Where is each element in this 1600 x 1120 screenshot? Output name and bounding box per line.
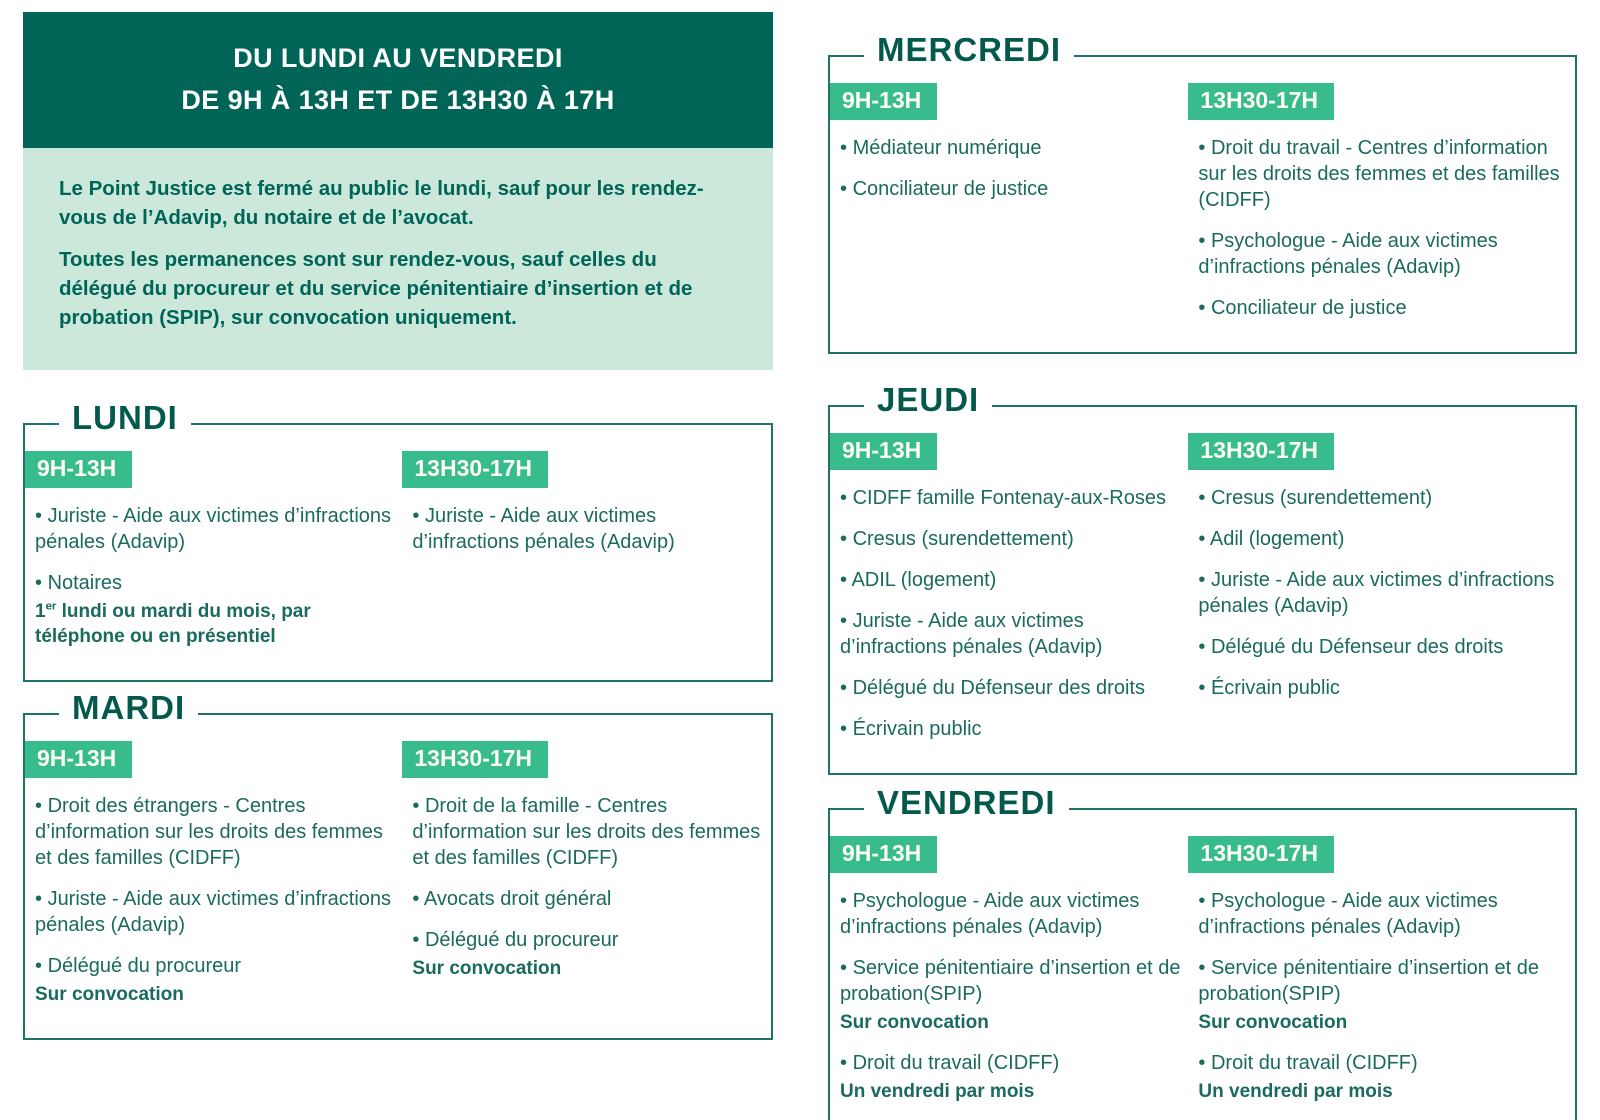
service-item-note: Sur convocation — [412, 958, 562, 979]
service-item: • Droit des étrangers - Centres d’information sur les droits des femmes et des familles (CIDFF) — [35, 793, 398, 871]
intro-panel — [23, 12, 773, 370]
day-columns — [25, 451, 765, 664]
intro-header — [23, 12, 773, 148]
service-item: • Droit du travail (CIDFF) — [1198, 1050, 1565, 1076]
opening-hours-title-line1: DU LUNDI AU VENDREDI — [233, 43, 563, 74]
service-item: • Psychologue - Aide aux victimes d’infractions pénales (Adavip) — [1198, 888, 1565, 940]
opening-hours-title-line2: DE 9H À 13H ET DE 13H30 À 17H — [181, 85, 615, 115]
service-item-note: Sur convocation — [35, 984, 184, 1005]
service-item: • Juriste - Aide aux victimes d’infractions pénales (Adavip) — [840, 608, 1184, 660]
time-badge: 13H30-17H — [1188, 433, 1334, 470]
service-item: • Juriste - Aide aux victimes d’infractions pénales (Adavip) — [1198, 567, 1565, 619]
day-title: JEUDI — [864, 381, 992, 419]
service-item-note: 1er lundi ou mardi du mois, par téléphone ou en présentiel — [35, 600, 311, 648]
day-time-column — [830, 433, 1188, 757]
day-time-column — [830, 836, 1188, 1119]
day-title: LUNDI — [59, 399, 191, 437]
time-badge: 13H30-17H — [1188, 83, 1334, 120]
service-item: • Écrivain public — [840, 716, 1184, 742]
intro-note-closed-monday: Le Point Justice est fermé au public le lundi, sauf pour les rendez-vous de l’Adavip, du notaire et de l’avocat. — [59, 177, 704, 230]
time-badge: 9H-13H — [830, 836, 937, 873]
time-badge: 9H-13H — [25, 451, 132, 488]
service-item: • Juriste - Aide aux victimes d’infractions pénales (Adavip) — [35, 886, 398, 938]
service-items-list — [25, 793, 402, 1007]
service-items-list — [25, 503, 402, 649]
time-badge: 9H-13H — [830, 83, 937, 120]
day-time-column — [402, 451, 765, 664]
service-item: • Avocats droit général — [412, 886, 761, 912]
service-item-note: Un vendredi par mois — [840, 1081, 1035, 1103]
service-items-list — [1188, 135, 1569, 321]
service-item: • Délégué du procureur — [412, 927, 761, 953]
service-item: • ADIL (logement) — [840, 567, 1184, 593]
service-item-note: Sur convocation — [840, 1012, 989, 1033]
service-item: • Juriste - Aide aux victimes d’infractions pénales (Adavip) — [35, 503, 398, 555]
day-time-column — [1188, 83, 1569, 336]
time-badge: 9H-13H — [25, 741, 132, 778]
service-item: • Service pénitentiaire d’insertion et de probation(SPIP) — [840, 955, 1184, 1007]
day-time-column — [402, 741, 765, 1022]
day-columns — [830, 83, 1569, 336]
service-items-list — [402, 793, 765, 981]
service-item-note: Sur convocation — [1198, 1012, 1348, 1033]
service-items-list — [830, 888, 1188, 1104]
day-title: MERCREDI — [864, 31, 1074, 69]
service-item: • Adil (logement) — [1198, 526, 1565, 552]
day-time-column — [1188, 433, 1569, 757]
day-time-column — [25, 741, 402, 1022]
service-item: • Délégué du procureur — [35, 953, 398, 979]
service-item: • Psychologue - Aide aux victimes d’infractions pénales (Adavip) — [1198, 228, 1565, 280]
service-item-note: Un vendredi par mois — [1198, 1081, 1393, 1103]
time-badge: 9H-13H — [830, 433, 937, 470]
day-time-column — [830, 83, 1188, 336]
day-section-lundi — [23, 399, 773, 682]
day-columns — [830, 433, 1569, 757]
service-items-list — [1188, 485, 1569, 701]
service-item: • Droit de la famille - Centres d’information sur les droits des femmes et des familles (CIDFF) — [412, 793, 761, 871]
service-item: • Psychologue - Aide aux victimes d’infractions pénales (Adavip) — [840, 888, 1184, 940]
intro-notes — [23, 148, 773, 370]
intro-note-appointments: Toutes les permanences sont sur rendez-vous, sauf celles du délégué du procureur et du service pénitentiaire d’insertion et de probation (SPIP), sur convocation uniquement. — [59, 248, 693, 330]
service-item: • Délégué du Défenseur des droits — [840, 675, 1184, 701]
service-item: • Cresus (surendettement) — [840, 526, 1184, 552]
service-item: • Notaires — [35, 570, 398, 596]
service-item: • Médiateur numérique — [840, 135, 1184, 161]
day-time-column — [1188, 836, 1569, 1119]
service-item: • Juriste - Aide aux victimes d’infractions pénales (Adavip) — [412, 503, 761, 555]
time-badge: 13H30-17H — [402, 451, 548, 488]
service-item: • Droit du travail (CIDFF) — [840, 1050, 1184, 1076]
service-item: • Droit du travail - Centres d’information sur les droits des femmes et des familles (CIDFF) — [1198, 135, 1565, 213]
day-columns — [830, 836, 1569, 1119]
day-section-mardi — [23, 689, 773, 1040]
day-section-jeudi — [828, 381, 1577, 775]
service-item: • Écrivain public — [1198, 675, 1565, 701]
service-item: • Conciliateur de justice — [1198, 295, 1565, 321]
service-items-list — [830, 485, 1188, 742]
day-title: VENDREDI — [864, 784, 1069, 822]
time-badge: 13H30-17H — [402, 741, 548, 778]
service-item: • Service pénitentiaire d’insertion et de probation(SPIP) — [1198, 955, 1565, 1007]
day-section-vendredi — [828, 784, 1577, 1120]
service-item: • CIDFF famille Fontenay-aux-Roses — [840, 485, 1184, 511]
day-time-column — [25, 451, 402, 664]
service-items-list — [830, 135, 1188, 202]
service-item: • Cresus (surendettement) — [1198, 485, 1565, 511]
day-title: MARDI — [59, 689, 198, 727]
day-section-mercredi — [828, 31, 1577, 354]
service-items-list — [402, 503, 765, 555]
time-badge: 13H30-17H — [1188, 836, 1334, 873]
service-items-list — [1188, 888, 1569, 1104]
service-item: • Conciliateur de justice — [840, 176, 1184, 202]
day-columns — [25, 741, 765, 1022]
service-item: • Délégué du Défenseur des droits — [1198, 634, 1565, 660]
